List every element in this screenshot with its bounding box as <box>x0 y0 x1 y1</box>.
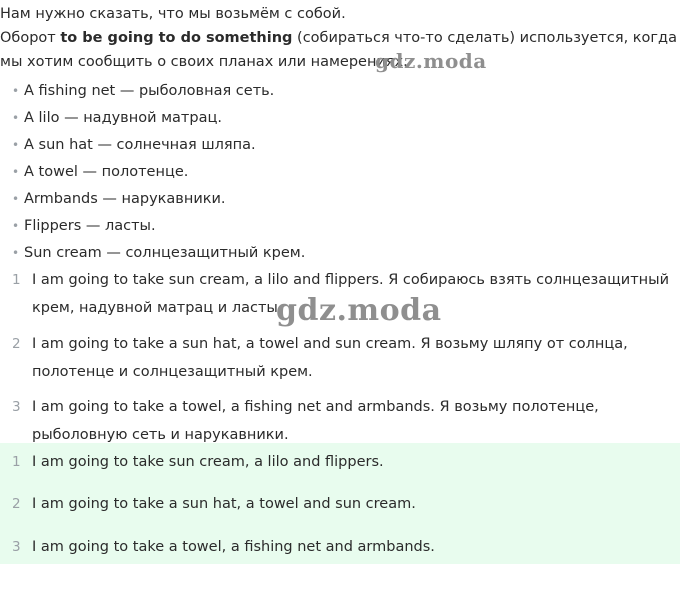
answer-line: рыболовную сеть и нарукавники. <box>32 427 289 443</box>
vocab-item-text: Armbands — нарукавники. <box>24 191 226 207</box>
answer-full-2 <box>0 330 680 386</box>
bullet-icon: • <box>12 192 20 206</box>
vocab-item-text: A lilo — надувной матрац. <box>24 110 222 126</box>
answer-number: 1 <box>12 272 21 288</box>
answer-line: I am going to take a sun hat, a towel and sun cream. Я возьму шляпу от солнца, <box>32 336 628 352</box>
answer-number: 2 <box>12 336 21 352</box>
intro-explanation-pre: Оборот <box>0 30 61 46</box>
answer-number: 3 <box>12 539 21 555</box>
answer-line: I am going to take a towel, a fishing net and armbands. Я возьму полотенце, <box>32 399 599 415</box>
answer-full-3 <box>0 393 680 449</box>
bullet-icon: • <box>12 165 20 179</box>
list-item <box>12 78 305 105</box>
intro-explanation-bold: to be going to do something <box>60 30 293 46</box>
vocab-list <box>12 78 305 267</box>
list-item <box>12 186 305 213</box>
list-item <box>12 159 305 186</box>
answer-line: крем, надувной матрац и ласты. <box>32 300 283 316</box>
answer-line: полотенце и солнцезащитный крем. <box>32 364 313 380</box>
intro-line: Нам нужно сказать, что мы возьмём с собой. <box>0 6 346 22</box>
answer-short-1 <box>0 448 680 476</box>
bullet-icon: • <box>12 84 20 98</box>
answer-text: I am going to take a towel, a fishing net and armbands. <box>32 539 435 555</box>
vocab-item-text: Flippers — ласты. <box>24 218 156 234</box>
bullet-icon: • <box>12 219 20 233</box>
list-item <box>12 213 305 240</box>
list-item <box>12 105 305 132</box>
watermark: gdz.moda <box>375 49 487 73</box>
answer-text: I am going to take a sun hat, a towel and sun cream. <box>32 496 416 512</box>
answer-number: 3 <box>12 399 21 415</box>
answer-short-3 <box>0 533 680 561</box>
bullet-icon: • <box>12 111 20 125</box>
intro-explanation-post: (собираться что-то сделать) используется, когда мы хотим сообщить о своих планах или намерениях. <box>0 30 677 70</box>
answer-number: 2 <box>12 496 21 512</box>
answer-line: I am going to take sun cream, a lilo and flippers. Я собираюсь взять солнцезащитный <box>32 272 669 288</box>
vocab-item-text: Sun cream — солнцезащитный крем. <box>24 245 306 261</box>
watermark: gdz.moda <box>276 293 442 328</box>
bullet-icon: • <box>12 138 20 152</box>
vocab-item-text: A sun hat — солнечная шляпа. <box>24 137 256 153</box>
vocab-item-text: A fishing net — рыболовная сеть. <box>24 83 275 99</box>
bullet-icon: • <box>12 246 20 260</box>
intro-explanation <box>0 26 680 74</box>
answer-text <box>0 393 680 449</box>
answer-text: I am going to take sun cream, a lilo and flippers. <box>32 454 384 470</box>
answer-number: 1 <box>12 454 21 470</box>
answer-text <box>0 330 680 386</box>
list-item <box>12 240 305 267</box>
vocab-item-text: A towel — полотенце. <box>24 164 189 180</box>
intro-section <box>0 2 680 74</box>
answer-short-2 <box>0 490 680 518</box>
list-item <box>12 132 305 159</box>
